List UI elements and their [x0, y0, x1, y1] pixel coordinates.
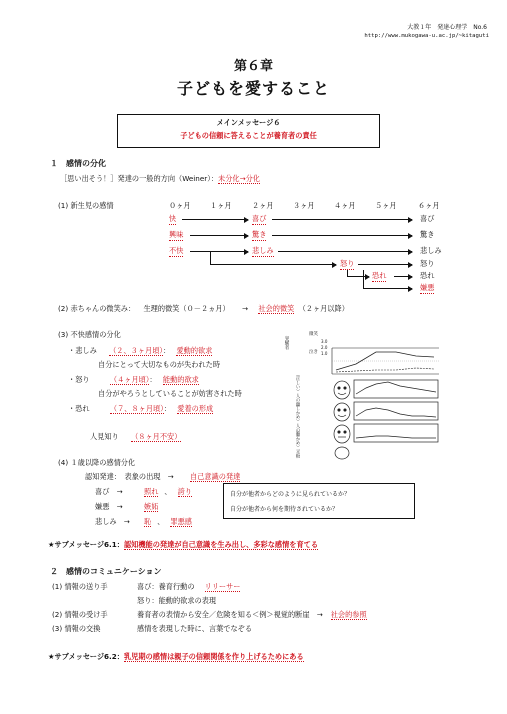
- recall-line: [60, 174, 260, 184]
- self-emotion-label: (4) １歳以降の感情分化: [58, 458, 136, 467]
- month-5: ５ヶ月: [375, 201, 397, 210]
- emotion-pleasure: 快: [169, 214, 177, 223]
- stranger-label: 人見知り: [90, 432, 119, 441]
- comm-row-anger: [52, 596, 216, 606]
- comm-row-receiver: [52, 610, 367, 620]
- recall-answer: 未分化→分化: [218, 174, 260, 183]
- emotion-fear-6m: 恐れ: [420, 271, 435, 280]
- neg-item-anger: [68, 375, 199, 385]
- arrow-anger-branch: [210, 264, 336, 265]
- arrow-disgust: [363, 288, 412, 289]
- face-figure-svg: [284, 330, 444, 460]
- neg-item-sadness: [68, 346, 212, 356]
- self-item-label: 悲しみ →: [95, 517, 130, 526]
- box-line: 自分が他者から何を期待されているか？: [230, 506, 339, 513]
- sub-message-1: [48, 540, 318, 550]
- arrow-sadness: [278, 251, 412, 252]
- self-item-joy: [95, 487, 192, 497]
- sub-message-2-text: 乳児期の感情は親子の信頼関係を作り上げるためにある: [123, 652, 304, 661]
- arrow-displeasure: [190, 251, 248, 252]
- neg-item-note: 自分がやろうとしていることが妨害された時: [98, 389, 242, 398]
- month-0: ０ヶ月: [169, 201, 191, 210]
- neg-item-bullet: ・怒り: [68, 375, 90, 384]
- neg-item-bullet: ・悲しみ: [68, 346, 97, 355]
- self-item-sep: 、: [157, 517, 165, 526]
- chapter-title: 子どもを愛すること: [176, 79, 330, 98]
- main-message-label: メインメッセージ６: [216, 118, 281, 127]
- arrow-pleasure: [182, 219, 248, 220]
- sub-message-2-prefix: ★サブメッセージ6.2：: [48, 652, 124, 661]
- cognitive-answer: 自己意識の発達: [189, 472, 241, 481]
- comm-row-label: (1) 情報の送り手: [52, 582, 108, 591]
- self-item-label: 喜び →: [95, 487, 123, 496]
- negative-emotion-label: (3) 不快感情の分化: [58, 330, 121, 339]
- self-item-label: 嫌悪 →: [95, 502, 123, 511]
- comm-row-sender: [52, 582, 240, 592]
- month-2: ２ヶ月: [252, 201, 274, 210]
- cognitive-text: 認知発達： 表象の出現 →: [85, 472, 174, 481]
- arrow-fear: [394, 276, 412, 277]
- neg-item-age: （２、３ヶ月頃）: [109, 346, 163, 355]
- smile-tail: （２ヶ月以降）: [298, 304, 349, 313]
- emotion-joy-2m: 喜び: [252, 214, 267, 223]
- emotion-sadness-6m: 悲しみ: [420, 246, 442, 255]
- branch-line-1: [210, 252, 211, 264]
- smile-arrow: →: [242, 304, 249, 313]
- neg-item-answer: 愛動的欲求: [176, 346, 213, 355]
- self-item-disgust: [95, 502, 158, 512]
- self-consciousness-box: [223, 483, 415, 519]
- figure-row-label-2: （しかめ）人の顔: [295, 402, 300, 437]
- emotion-sadness-2m: 悲しみ: [252, 246, 274, 255]
- figure-label-experimenter: 実験者: [284, 336, 289, 350]
- neg-item-note: 自分にとって大切なものが失われた時: [98, 360, 221, 369]
- figure-row-label-3: （しかめ）平板: [295, 428, 300, 459]
- emotion-fear-5m: 恐れ: [372, 271, 387, 280]
- recall-prefix: ［思い出そう！］発達の一般的方向（Weiner）：: [60, 174, 219, 183]
- comm-row-answer: リリーサー: [204, 582, 241, 591]
- smile-text: 生理的微笑（０－２ヵ月）: [143, 304, 230, 313]
- sub-message-2: [48, 652, 304, 662]
- comm-row-label: (3) 情報の交換: [52, 624, 101, 633]
- arrow-surprise: [272, 235, 412, 236]
- comm-row-text: 喜び：養育行動の: [137, 582, 195, 591]
- neg-item-colon: ：: [162, 346, 171, 355]
- box-line: 自分が他者からどのように見られているか？: [230, 491, 351, 498]
- month-4: ４ヶ月: [334, 201, 356, 210]
- emotion-surprise-6m: 驚き: [420, 230, 435, 239]
- neg-item-fear: [68, 404, 213, 414]
- comm-row-text: 感情を表現した時に、言葉でなぞる: [137, 624, 253, 633]
- figure-row-label-1: （正しい）人の顔: [295, 372, 300, 407]
- neg-item-colon: ：: [149, 375, 157, 384]
- chapter-number: 第６章: [233, 59, 273, 74]
- arrow-fear-branch: [347, 276, 369, 277]
- neg-item-colon: ：: [163, 404, 171, 413]
- section-2-heading: ２ 感情のコミュニケーション: [50, 567, 162, 576]
- comm-row-text: 養育者の表情から安全／危険を知る＜例＞視覚的断崖 →: [137, 610, 323, 619]
- sub-message-1-prefix: ★サブメッセージ6.1：: [48, 540, 124, 549]
- newborn-label: (1) 新生児の感情: [58, 201, 114, 210]
- self-item-sep: 、: [164, 487, 172, 496]
- comm-row-label: (2) 情報の受け手: [52, 610, 108, 619]
- month-1: １ヶ月: [210, 201, 232, 210]
- face-experiment-figure: [284, 330, 444, 460]
- emotion-joy-6m: 喜び: [420, 214, 435, 223]
- figure-mark-3: 3.0: [321, 339, 328, 344]
- comm-row-answer: 社会的参照: [330, 610, 367, 619]
- comm-row-text: 怒り：能動的欲求の表現: [137, 596, 217, 605]
- comm-row-exchange: [52, 624, 252, 634]
- neg-item-answer: 愛着の形成: [177, 404, 214, 413]
- stranger-anxiety-line: [90, 432, 181, 442]
- neg-item-age: （７、８ヶ月頃）: [109, 404, 164, 413]
- main-message-text: 子どもの信頼に答えることが養育者の責任: [180, 131, 317, 140]
- cognitive-line: [85, 472, 240, 482]
- self-item-a2: 誇り: [177, 487, 192, 496]
- self-item-a2: 罪悪感: [170, 517, 192, 526]
- smile-line: [58, 304, 349, 314]
- self-item-a1: 嫉妬: [144, 502, 159, 511]
- header-url: http://www.mukogawa-u.ac.jp/~kitaguti: [364, 33, 489, 39]
- figure-label-cry: 泣き: [309, 350, 318, 355]
- emotion-displeasure: 不快: [169, 246, 184, 255]
- figure-label-smile: 微笑: [309, 332, 318, 337]
- course-header: 大教１年 発達心理学 No.6: [407, 24, 487, 31]
- neg-item-age: （４ヶ月頃）: [109, 375, 150, 384]
- figure-mark-2: 2.0: [321, 345, 328, 350]
- stranger-answer: （８ヶ月不安）: [131, 432, 182, 441]
- neg-item-bullet: ・恐れ: [68, 404, 90, 413]
- emotion-anger-6m: 怒り: [420, 259, 435, 268]
- smile-label: (2) 赤ちゃんの微笑み：: [58, 304, 136, 313]
- self-item-sadness: [95, 517, 192, 527]
- emotion-surprise-2m: 驚き: [252, 230, 267, 239]
- self-item-a1: 照れ: [144, 487, 159, 496]
- figure-mark-1: 1.0: [321, 351, 328, 356]
- main-message-box: [117, 114, 380, 148]
- emotion-interest: 興味: [169, 230, 184, 239]
- neg-item-answer: 能動的欲求: [162, 375, 199, 384]
- arrow-joy: [272, 219, 412, 220]
- month-3: ３ヶ月: [293, 201, 315, 210]
- section-1-heading: １ 感情の分化: [50, 159, 106, 168]
- month-6: ６ヶ月: [418, 201, 440, 210]
- arrow-anger: [358, 264, 412, 265]
- branch-line-3: [363, 270, 364, 288]
- self-item-a1: 恥: [144, 517, 152, 526]
- sub-message-1-text: 認知機能の発達が自己意識を生み出し、多彩な感情を育てる: [123, 540, 319, 549]
- smile-answer: 社会的微笑: [258, 304, 295, 313]
- arrow-interest: [190, 235, 248, 236]
- emotion-anger-4m: 怒り: [340, 259, 355, 268]
- emotion-disgust-6m: 嫌悪: [420, 283, 435, 292]
